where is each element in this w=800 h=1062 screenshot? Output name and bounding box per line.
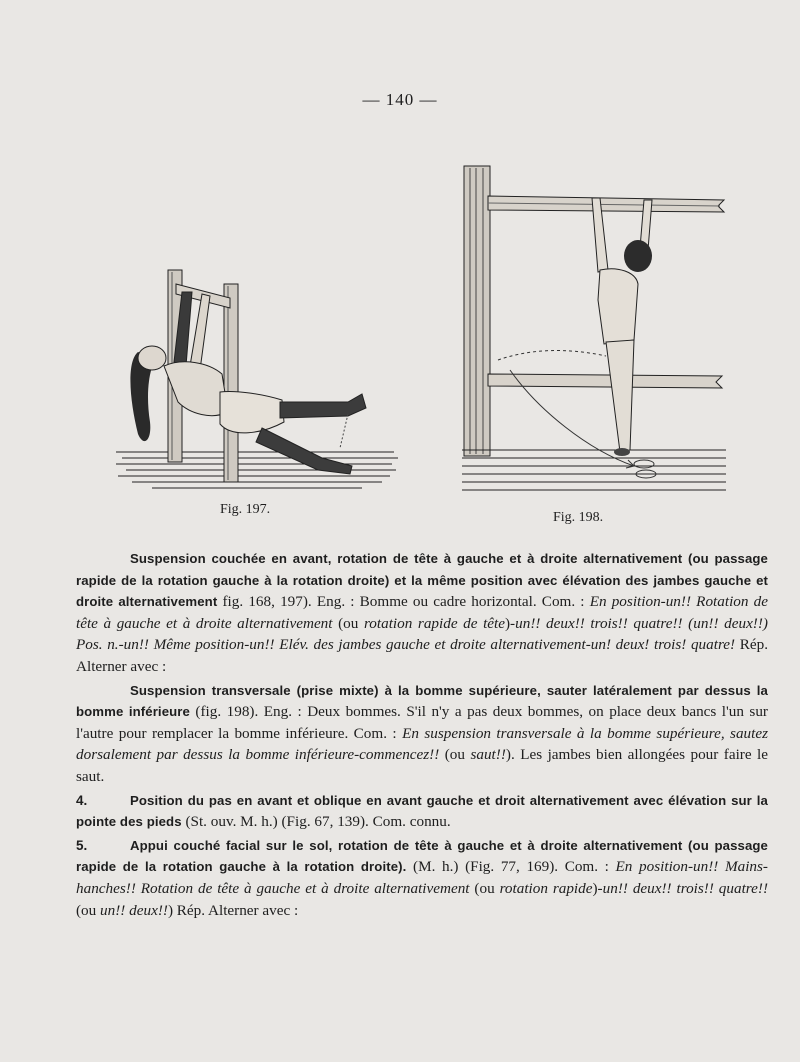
paragraph-text: fig. 168, 197). Eng. : Bomme ou cadre horizontal. Com. : [217,593,590,611]
paragraph-number: 4. [76,792,88,808]
paragraph-number: 5. [76,837,88,853]
command-text: rotation rapide de tête [363,614,505,632]
paragraph-text: (St. ouv. M. h.) (Fig. 67, 139). Com. connu. [181,813,451,831]
paragraph-title: Suspension couchée en avant, rotation de tête à gauche et à droite alternativement (ou passage rapide de la rotation gauche à la rotation droite) et la même position avec élévation des jambes gauche et droite alternativement [76,551,768,610]
command-text: un!! deux!! trois!! quatre!! (un!! deux!!) Pos. n.-un!! Même position-un!! Elév. des jambes gauche et droite alternativement-un! deux! trois! quatre! [76,614,768,654]
command-text: saut!! [470,746,506,764]
body-text [76,548,768,923]
paragraph-text: Rép. Alterner avec : [76,636,768,675]
paragraph-text: (ou [439,746,471,764]
paragraph-text: (ou [76,901,101,919]
paragraph-title: Appui couché facial sur le sol, rotation de tête à gauche et à droite alternativement (ou passage rapide de la rotation gauche à la rotation droite). [76,837,768,875]
paragraph-4-position-du-pas [76,790,768,833]
figure-197-illustration [112,262,402,494]
paragraph-text: ) Rép. Alterner avec : [167,901,299,919]
command-text: rotation rapide [499,879,593,897]
command-text: En suspension transversale à la bomme supérieure, sautez dorsalement par dessus la bomme inférieure-commencez!! [76,724,769,764]
paragraph-text: (ou [332,614,364,632]
paragraph-text: )- [592,879,603,897]
command-text: un!! deux!! [100,901,168,919]
paragraph-5-appui-couche [76,835,768,921]
paragraph-title: Position du pas en avant et oblique en avant gauche et droit alternativement avec élévation sur la pointe des pieds [76,792,768,830]
paragraph-text: ). Les jambes bien allongées pour faire le saut. [76,746,768,785]
command-text: En position-un!! Mains-hanches!! Rotation de tête à gauche et à droite alternativement [76,858,768,897]
figure-197-caption: Fig. 197. [220,502,271,517]
paragraph-text: )- [505,614,516,632]
paragraph-text: (ou [469,879,500,897]
page-number: — 140 — [362,90,438,109]
figure-198-caption: Fig. 198. [553,510,604,525]
command-text: un!! deux!! trois!! quatre!! [602,879,768,897]
figure-198-illustration [458,160,730,496]
paragraph-suspension-transversale [76,680,768,788]
paragraph-title: Suspension transversale (prise mixte) à la bomme supérieure, sauter latéralement par dessus la bomme inférieure [76,682,768,720]
command-text: En position-un!! Rotation de tête à gauche et à droite alternativement [76,593,768,632]
paragraph-text: (M. h.) (Fig. 77, 169). Com. : [406,858,616,876]
paragraph-suspension-couchee [76,548,768,678]
paragraph-text: (fig. 198). Eng. : Deux bommes. S'il n'y a pas deux bommes, on place deux bancs l'un sur l'autre pour remplacer la bomme inférieure. Com. : [76,703,768,742]
